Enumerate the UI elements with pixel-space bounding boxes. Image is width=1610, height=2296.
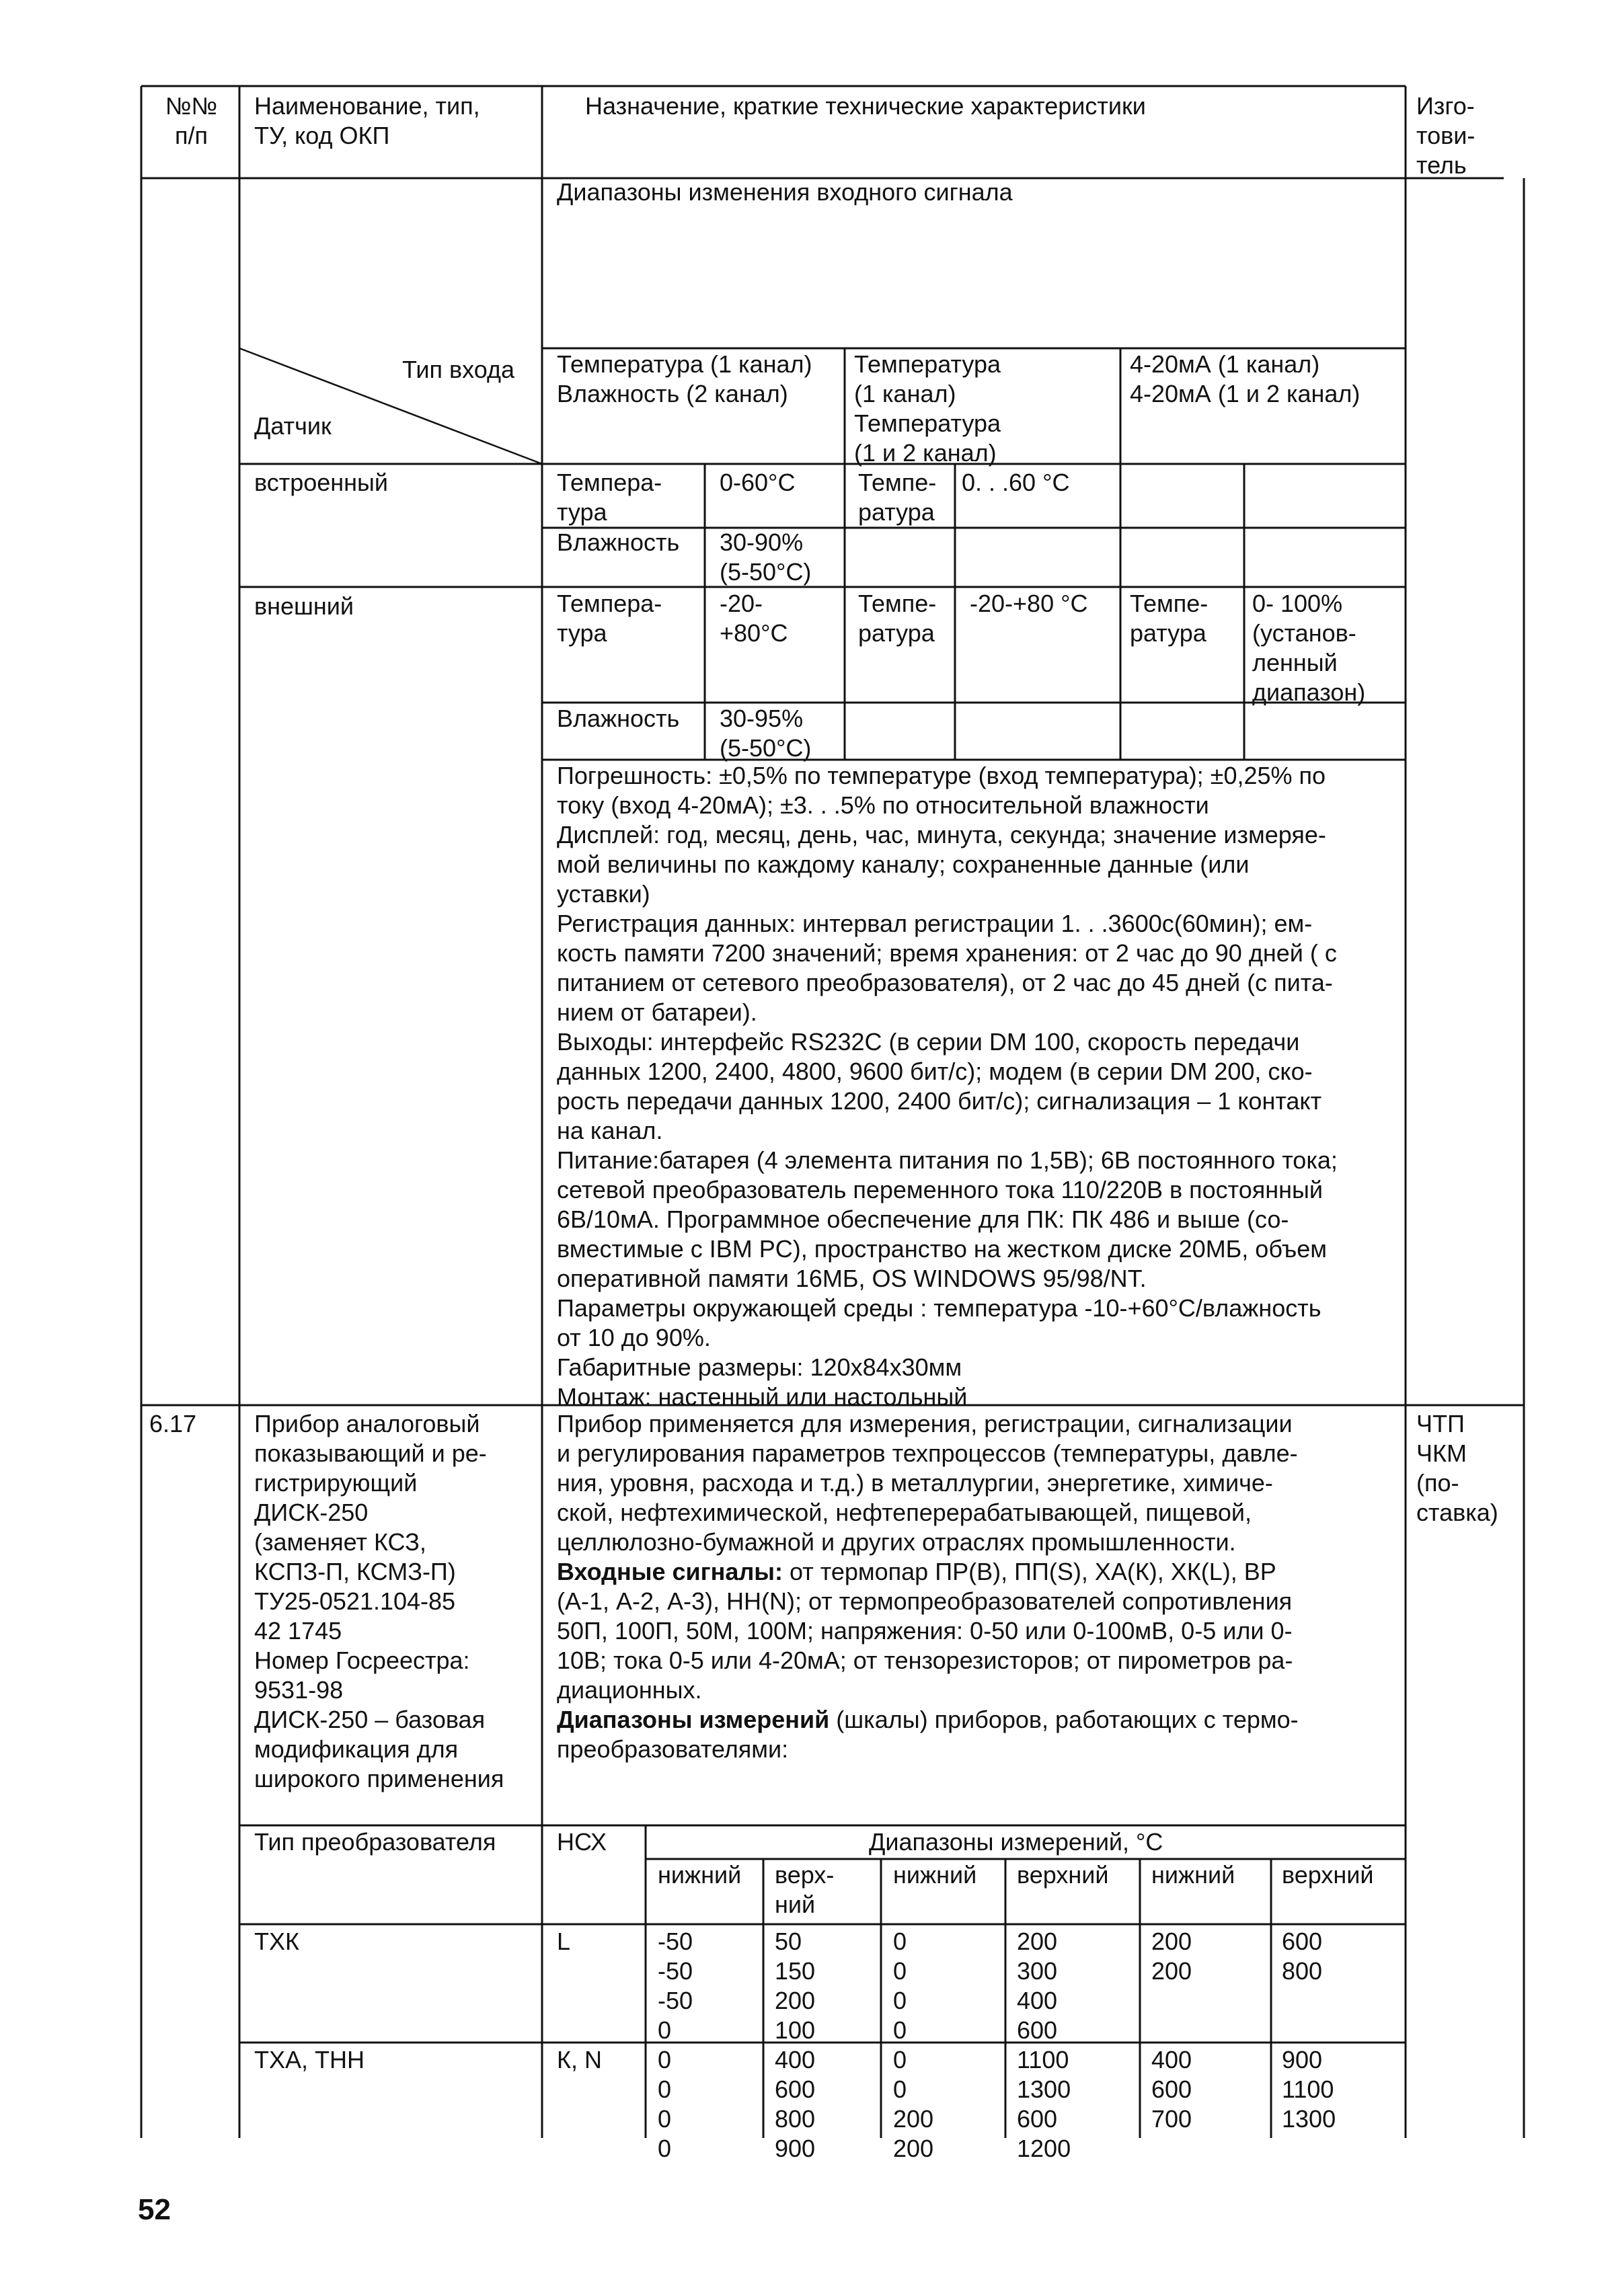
table-row-cell: 400 600 700 bbox=[1151, 2046, 1192, 2133]
entry-purpose bbox=[557, 1409, 1401, 1764]
sensor-external: внешний bbox=[254, 592, 354, 620]
table-header-type: Тип преобразователя bbox=[254, 1828, 496, 1856]
cell-builtin-r1-c2: 0-60°C bbox=[720, 469, 796, 496]
entry-name: Прибор аналоговый показывающий и ре- гистрирующий ДИСК-250 (заменяет КСЗ, КСПЗ-П, КСМЗ-П) ТУ25-0521.104-85 42 1745 Номер Госреестра: 9531-98 ДИСК-250 – базовая модификация для широкого применения bbox=[254, 1410, 504, 1792]
table-row-cell: 600 800 bbox=[1282, 1928, 1323, 1985]
sub-header-upper-1: верх- ний bbox=[775, 1861, 835, 1918]
entry-number: 6.17 bbox=[149, 1410, 197, 1437]
ranges-label: Диапазоны измерений bbox=[557, 1706, 830, 1733]
header-name-column: Наименование, тип, ТУ, код ОКП bbox=[254, 92, 480, 149]
table-row-cell: 0 0 0 0 bbox=[658, 2046, 672, 2162]
table-row-cell: 200 300 400 600 bbox=[1017, 1928, 1058, 2044]
header-purpose-column: Назначение, краткие технические характеристики bbox=[585, 92, 1146, 120]
sub-header-lower-1: нижний bbox=[658, 1861, 742, 1889]
cell-builtin-r1-c4: 0. . .60 °C bbox=[962, 469, 1070, 496]
sub-header-upper-2: верхний bbox=[1017, 1861, 1109, 1889]
header-number-column: №№ п/п bbox=[165, 92, 218, 149]
inputs-text: от термопар ПР(В), ПП(S), ХА(К), ХК(L), ВР (А-1, А-2, А-3), НН(N); от термопреобразователей сопротивления 50П, 100П, 50М, 100М; напряжения: 0-50 или 0-100мВ, 0-5 или 0- 10В; тока 0-5 или 4-20мА; от тензорезисторов; от пирометров ра- диационных. bbox=[557, 1558, 1293, 1704]
specs-description: Погрешность: ±0,5% по температуре (вход температура); ±0,25% по току (вход 4-20мА); ±3. . .5% по относительной влажности Дисплей: год, месяц, день, час, минута, секунда; значение измеряе- мой величины по каждому каналу; сохраненные данные (или уставки) Регистрация данных: интервал регистрации 1. . .3600с(60мин); ем- кость памяти 7200 значений; время хранения: от 2 час до 90 дней ( с питанием от сетевого преобразователя), от 2 час до 45 дней (с пита- нием от батареи). Выходы: интерфейс RS232C (в серии DM 100, скорость передачи данных 1200, 2400, 4800, 9600 бит/с); модем (в серии DM 200, ско- рость передачи данных 1200, 2400 бит/с); сигнализация – 1 контакт на канал. Питание:батарея (4 элемента питания по 1,5В); 6В постоянного тока; сетевой преобразователь переменного тока 110/220В в постоянный 6В/10мА. Программное обеспечение для ПК: ПК 486 и выше (со- вместимые с IBM PC), пространство на жестком диске 20МБ, объем оперативной памяти 16МБ, OS WINDOWS 95/98/NT. Параметры окружающей среды : температура -10-+60°C/влажность от 10 до 90%. Габаритные размеры: 120x84x30мм Монтаж: настенный или настольный bbox=[557, 762, 1338, 1411]
table-row-nsh: L bbox=[557, 1928, 571, 1955]
table-row-cell: 900 1100 1300 bbox=[1282, 2046, 1336, 2133]
sub-header-upper-3: верхний bbox=[1282, 1861, 1374, 1889]
diagonal-header-top: Тип входа bbox=[402, 356, 514, 383]
cell-external-r2-c1: Влажность bbox=[557, 705, 680, 732]
page-number: 52 bbox=[138, 2193, 171, 2226]
table-row-cell: 50 150 200 100 bbox=[775, 1928, 816, 2044]
cell-builtin-r1-c1: Темпера- тура bbox=[557, 469, 662, 526]
sub-header-lower-2: нижний bbox=[893, 1861, 977, 1889]
cell-external-r1-c2: -20- +80°C bbox=[720, 590, 788, 647]
header-maker-column: Изго- тови- тель bbox=[1416, 92, 1475, 179]
table-row-cell: 200 200 bbox=[1151, 1928, 1192, 1985]
table-row-cell: 400 600 800 900 bbox=[775, 2046, 816, 2162]
ranges-text: (шкалы) приборов, работающих с термо- преобразователями: bbox=[557, 1706, 1299, 1763]
ranges-title: Диапазоны изменения входного сигнала bbox=[557, 178, 1013, 206]
input-type-3: 4-20мА (1 канал) 4-20мА (1 и 2 канал) bbox=[1130, 350, 1360, 407]
cell-external-r1-c5: Темпе- ратура bbox=[1130, 590, 1209, 647]
entry-maker: ЧТП ЧКМ (по- ставка) bbox=[1416, 1410, 1498, 1526]
table-row-cell: 0 0 200 200 bbox=[893, 2046, 934, 2162]
inputs-label: Входные сигналы: bbox=[557, 1558, 783, 1585]
cell-external-r2-c2: 30-95% (5-50°C) bbox=[720, 705, 812, 762]
table-row-type: ТХК bbox=[254, 1928, 299, 1955]
table-header-nsh: НСХ bbox=[557, 1828, 607, 1856]
input-type-1: Температура (1 канал) Влажность (2 канал) bbox=[557, 350, 812, 407]
table-row-cell: 1100 1300 600 1200 bbox=[1017, 2046, 1071, 2162]
sensor-builtin: встроенный bbox=[254, 469, 389, 496]
purpose-text: Прибор применяется для измерения, регистрации, сигнализации и регулирования параметров техпроцессов (температуры, давле- ния, уровня, расхода и т.д.) в металлургии, энергетике, химиче- ской, нефтехимической, нефтеперерабатывающей, пищевой, целлюлозно-бумажной и других отраслях промышленности. bbox=[557, 1410, 1298, 1556]
cell-builtin-r2-c2: 30-90% (5-50°C) bbox=[720, 528, 812, 586]
cell-builtin-r2-c1: Влажность bbox=[557, 528, 680, 556]
table-row-type: ТХА, ТНН bbox=[254, 2046, 365, 2073]
input-type-2: Температура (1 канал) Температура (1 и 2 канал) bbox=[854, 350, 1001, 467]
table-row-cell: -50 -50 -50 0 bbox=[658, 1928, 693, 2044]
table-row-nsh: К, N bbox=[557, 2046, 602, 2073]
diagonal-header-bottom: Датчик bbox=[254, 412, 332, 440]
cell-builtin-r1-c3: Темпе- ратура bbox=[858, 469, 937, 526]
cell-external-r1-c6: 0- 100% (установ- ленный диапазон) bbox=[1252, 590, 1366, 706]
cell-external-r1-c3: Темпе- ратура bbox=[858, 590, 937, 647]
table-row-cell: 0 0 0 0 bbox=[893, 1928, 907, 2044]
cell-external-r1-c4: -20-+80 °C bbox=[970, 590, 1088, 617]
table-header-ranges: Диапазоны измерений, °C bbox=[869, 1828, 1163, 1856]
sub-header-lower-3: нижний bbox=[1151, 1861, 1235, 1889]
cell-external-r1-c1: Темпера- тура bbox=[557, 590, 662, 647]
